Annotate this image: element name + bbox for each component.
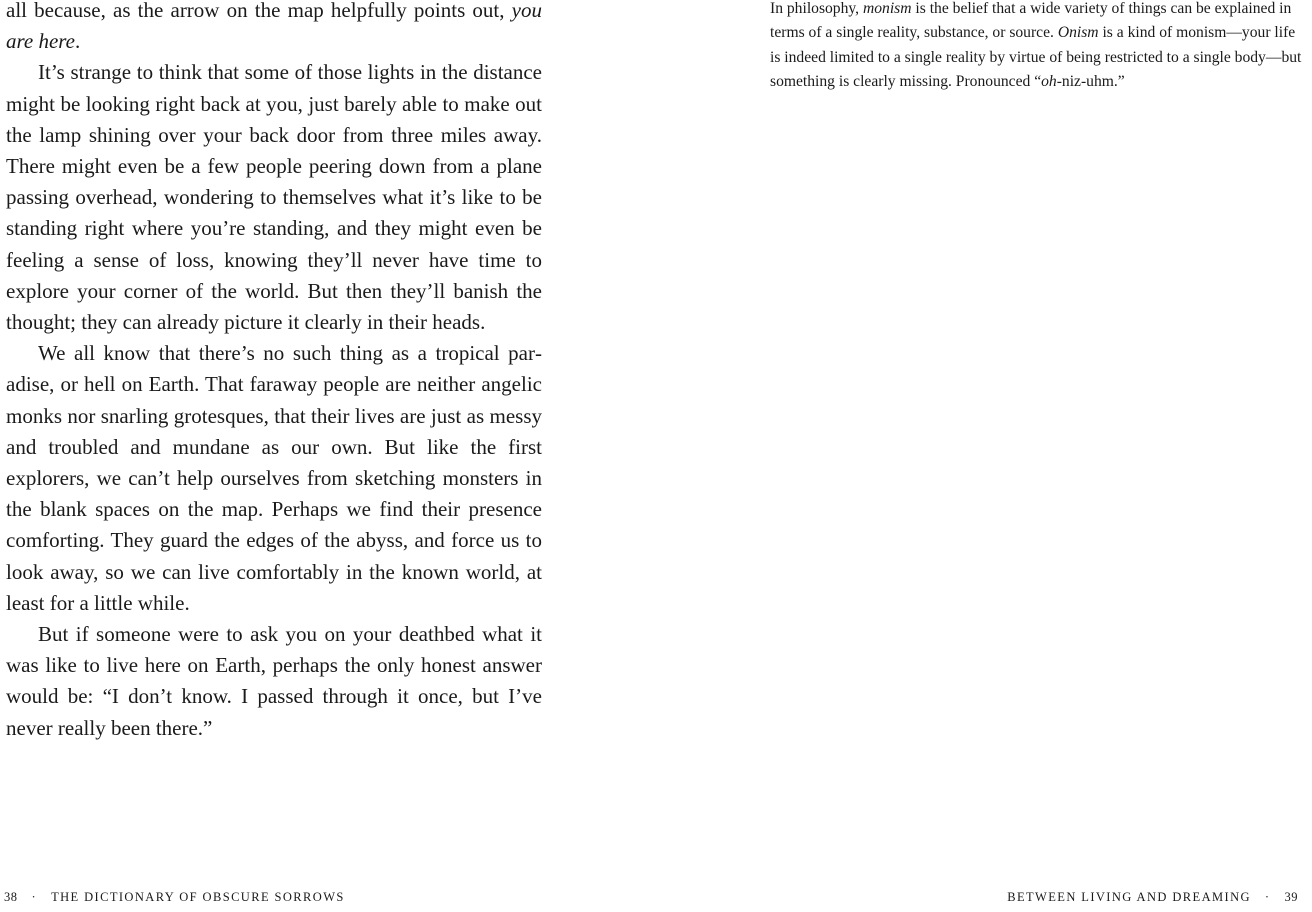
page-number: 38 bbox=[4, 890, 18, 904]
right-page bbox=[656, 0, 1312, 912]
footnote-segment: is the belief that a wide variety of things can be explained in terms of a single reality, substance, or source. bbox=[770, 0, 1292, 42]
right-footer bbox=[1007, 890, 1298, 905]
footnote-segment: -niz-uhm.” bbox=[1056, 73, 1125, 91]
separator-dot: · bbox=[31, 890, 38, 904]
page-number: 39 bbox=[1284, 890, 1298, 904]
body-text bbox=[6, 0, 542, 744]
emphasis-text: you are here bbox=[6, 0, 542, 54]
emphasis-text: monism bbox=[862, 0, 912, 17]
footnote-segment: In philosophy, bbox=[770, 0, 863, 17]
separator-dot: · bbox=[1264, 890, 1271, 904]
emphasis-text: Onism bbox=[1057, 24, 1099, 42]
running-head: THE DICTIONARY OF OBSCURE SORROWS bbox=[51, 890, 345, 904]
paragraph: It’s strange to think that some of those lights in the distance might be looking right back at you, just barely able to make out the lamp shining over your back door from three miles away. There might even be a few people peering down from a plane passing overhead, wondering to themselves what it’s like to be standing right where you’re standing, and they might even be feeling a sense of loss, knowing they’ll never have time to explore your corner of the world. But then they’ll banish the thought; they can already picture it clearly in their heads. bbox=[6, 60, 542, 335]
emphasis-text: oh bbox=[1041, 73, 1057, 91]
footnote bbox=[770, 0, 1306, 95]
paragraph: But if someone were to ask you on your deathbed what it was like to live here on Earth, perhaps the only honest answer would be: “I don’t know. I passed through it once, but I’ve never really been there.” bbox=[6, 622, 542, 740]
footnote-segment: is a kind of monism—your life is indeed limited to a single reality by virtue of being restricted to a single body—but something is clearly missing. Pronounced “ bbox=[770, 24, 1302, 91]
paragraph-continued bbox=[6, 0, 542, 57]
running-head: BETWEEN LIVING AND DREAMING bbox=[1007, 890, 1251, 904]
left-footer bbox=[4, 890, 345, 905]
paragraph-text: . bbox=[75, 29, 81, 54]
paragraph-text: all because, as the arrow on the map helpfully points out, bbox=[6, 0, 512, 22]
paragraph: We all know that there’s no such thing as a tropical paradise, or hell on Earth. That faraway people are neither angelic monks nor snarling grotesques, that their lives are just as messy and troubled and mundane as our own. But like the first explorers, we can’t help ourselves from sketching monsters in the blank spaces on the map. Perhaps we find their presence comforting. They guard the edges of the abyss, and force us to look away, so we can live comfortably in the known world, at least for a little while. bbox=[6, 341, 542, 615]
footnote-text bbox=[770, 0, 1306, 95]
